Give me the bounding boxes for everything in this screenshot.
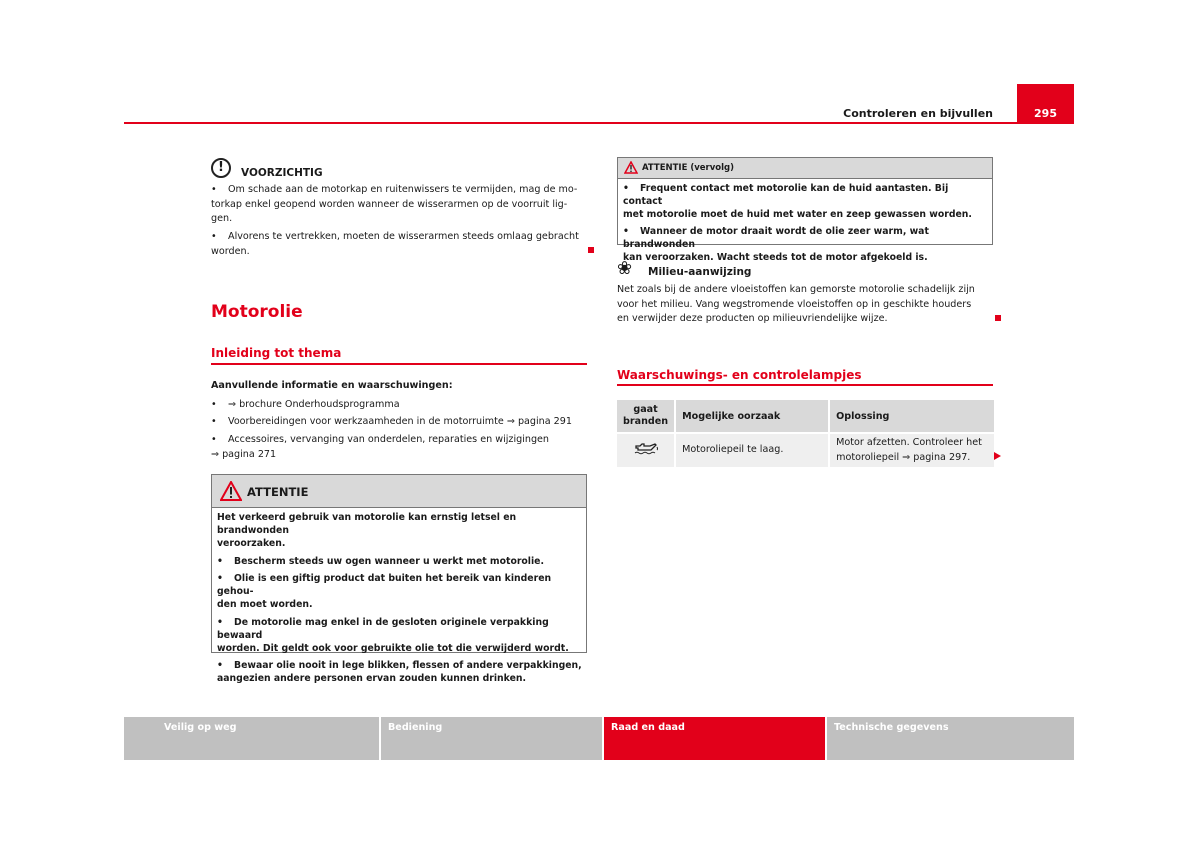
table-row	[617, 433, 994, 467]
column-header: gaat branden	[617, 400, 675, 433]
warning-body	[217, 511, 583, 690]
footer-tab-technische-gegevens[interactable]: Technische gegevens	[827, 717, 1074, 760]
warning-item: • De motorolie mag enkel in de gesloten originele verpakking bewaard worden. Dit geldt ook voor gebruikte olie tot die verwijderd wordt.	[217, 616, 569, 654]
cause-cell: Motoroliepeil te laag.	[675, 433, 829, 467]
footer-tab-veilig-op-weg[interactable]: Veilig op weg	[124, 717, 379, 760]
section-subtitle: Inleiding tot thema	[211, 346, 342, 360]
warning-continued-header	[618, 158, 992, 179]
warning-item: • Olie is een giftig product dat buiten het bereik van kinderen gehou- den moet worden.	[217, 573, 552, 610]
list-item: • Accessoires, vervanging van onderdelen, reparaties en wijzigingen ⇒ pagina 271	[211, 434, 550, 460]
flower-icon: ❀	[617, 258, 633, 279]
environment-heading: Milieu-aanwijzing	[648, 266, 752, 278]
end-of-section-marker	[995, 315, 1001, 321]
more-info-label: Aanvullende informatie en waarschuwingen:	[211, 380, 453, 391]
column-header: Oplossing	[829, 400, 994, 433]
list-item: • Voorbereidingen voor werkzaamheden in de motorruimte ⇒ pagina 291	[211, 416, 572, 427]
solution-cell: Motor afzetten. Controleer het motoroliepeil ⇒ pagina 297.	[829, 433, 994, 467]
footer-tab-raad-en-daad[interactable]: Raad en daad	[604, 717, 825, 760]
lamps-table	[617, 400, 994, 467]
environment-text: Net zoals bij de andere vloeistoffen kan gemorste motorolie schadelijk zijn voor het milieu. Vang wegstromende vloeistoffen op in geschikte houders en verwijder deze producten op milieuvriendelijke wijze.	[617, 284, 975, 324]
caution-heading: VOORZICHTIG	[241, 167, 323, 179]
caution-item: • Alvorens te vertrekken, moeten de wisserarmen steeds omlaag gebracht worden.	[211, 231, 579, 257]
warning-continued-box	[617, 157, 993, 263]
lamps-title: Waarschuwings- en controlelampjes	[617, 368, 862, 382]
warning-continued-body	[623, 182, 989, 268]
footer-tab-bediening[interactable]: Bediening	[381, 717, 602, 760]
continue-arrow-icon	[994, 452, 1001, 460]
subtitle-rule	[211, 363, 587, 365]
warning-header	[212, 475, 586, 508]
table-header-row	[617, 400, 994, 433]
oil-can-icon	[617, 433, 675, 467]
column-header: Mogelijke oorzaak	[675, 400, 829, 433]
warning-item: • Bescherm steeds uw ogen wanneer u werkt met motorolie.	[217, 555, 545, 567]
warning-item: • Bewaar olie nooit in lege blikken, flessen of andere verpakkingen, aangezien andere personen ervan zouden kunnen drinken.	[217, 660, 582, 684]
list-item: • ⇒ brochure Onderhoudsprogramma	[211, 399, 400, 410]
warning-continued-heading: ATTENTIE (vervolg)	[642, 163, 735, 173]
caution-item: • Om schade aan de motorkap en ruitenwissers te vermijden, mag de mo- torkap enkel geopend worden wanneer de wisserarmen op de voorruit lig- gen.	[211, 184, 578, 224]
warning-heading: ATTENTIE	[247, 485, 309, 499]
chapter-title: Controleren en bijvullen	[843, 107, 993, 120]
subtitle-rule	[617, 384, 993, 386]
caution-icon: !	[211, 158, 231, 178]
warning-item: • Frequent contact met motorolie kan de huid aantasten. Bij contact met motorolie moet de huid met water en zeep gewassen worden.	[623, 183, 972, 220]
warning-triangle-icon	[220, 481, 242, 501]
warning-box	[211, 474, 587, 684]
warning-item: • Wanneer de motor draait wordt de olie zeer warm, wat brandwonden kan veroorzaken. Wacht steeds tot de motor afgekoeld is.	[623, 226, 929, 263]
warning-intro: Het verkeerd gebruik van motorolie kan ernstig letsel en brandwonden veroorzaken.	[217, 512, 517, 549]
section-title: Motorolie	[211, 302, 303, 322]
warning-triangle-icon	[624, 161, 638, 174]
header-rule	[124, 122, 1074, 124]
end-of-section-marker	[588, 247, 594, 253]
page-number: 295	[1034, 107, 1057, 120]
